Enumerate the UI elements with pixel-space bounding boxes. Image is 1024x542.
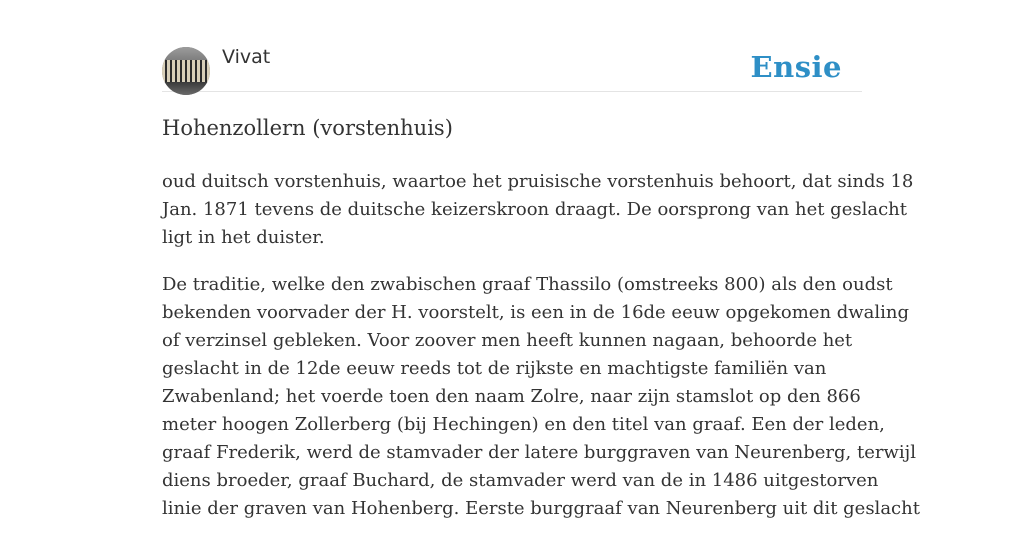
text-line: Zwabenland; het voerde toen den naam Zolre, naar zijn stamslot op den 866 — [162, 386, 861, 407]
text-line: ligt in het duister. — [162, 227, 325, 248]
article-body — [162, 168, 920, 542]
text-line: graaf Frederik, werd de stamvader der latere burggraven van Neurenberg, terwijl — [162, 442, 916, 463]
paragraph-1 — [162, 168, 914, 252]
avatar[interactable] — [162, 47, 210, 95]
paragraph-2 — [162, 271, 920, 523]
text-line: geslacht in de 12de eeuw reeds tot de rijkste en machtigste familiën van — [162, 358, 827, 379]
text-line: Jan. 1871 tevens de duitsche keizerskroon draagt. De oorsprong van het geslacht — [162, 199, 907, 220]
page-title: Hohenzollern (vorstenhuis) — [162, 116, 453, 140]
text-line: De traditie, welke den zwabischen graaf Thassilo (omstreeks 800) als den oudst — [162, 274, 893, 295]
text-line: of verzinsel gebleken. Voor zoover men heeft kunnen nagaan, behoorde het — [162, 330, 853, 351]
text-line: oud duitsch vorstenhuis, waartoe het pruisische vorstenhuis behoort, dat sinds 18 — [162, 171, 914, 192]
text-line: meter hoogen Zollerberg (bij Hechingen) en den titel van graaf. Een der leden, — [162, 414, 885, 435]
page — [162, 0, 920, 519]
header — [162, 0, 862, 92]
ensie-logo[interactable]: Ensie — [750, 50, 842, 84]
text-line: diens broeder, graaf Buchard, de stamvader werd van de in 1486 uitgestorven — [162, 470, 879, 491]
username-link[interactable]: Vivat — [222, 46, 271, 68]
text-line: linie der graven van Hohenberg. Eerste burggraaf van Neurenberg uit dit geslacht — [162, 498, 920, 519]
text-line: bekenden voorvader der H. voorstelt, is een in de 16de eeuw opgekomen dwaling — [162, 302, 910, 323]
